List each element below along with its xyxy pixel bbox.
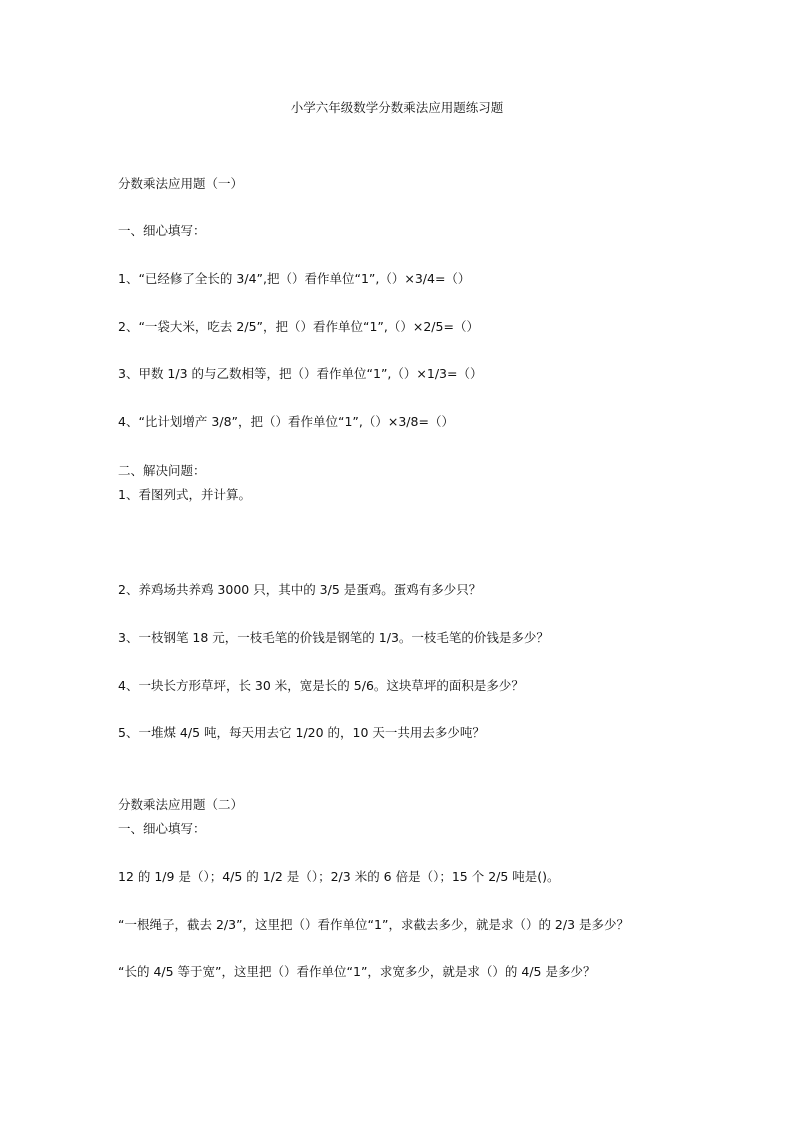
section1-problem-item: 3、一枝钢笔 18 元，一枝毛笔的价钱是钢笔的 1/3。一枝毛笔的价钱是多少？ (118, 630, 549, 645)
section1-problem-item: 4、一块长方形草坪，长 30 米，宽是长的 5/6。这块草坪的面积是多少？ (118, 678, 524, 693)
section1-fill-item: 3、甲数 1/3 的与乙数相等，把（）看作单位“1”,（）×1/3=（） (118, 366, 483, 381)
section1-fill-item: 4、“比计划增产 3/8”，把（）看作单位“1”,（）×3/8=（） (118, 414, 454, 429)
section2-heading: 分数乘法应用题（二） (118, 797, 244, 812)
section2-fill-item: “长的 4/5 等于宽”，这里把（）看作单位“1”，求宽多少，就是求（）的 4/5 是多少？ (118, 964, 596, 979)
document-title: 小学六年级数学分数乘法应用题练习题 (290, 100, 504, 115)
section1-part2-heading: 二、解决问题： (118, 463, 206, 478)
section1-heading: 分数乘法应用题（一） (118, 176, 244, 191)
section2-fill-item: 12 的 1/9 是（）；4/5 的 1/2 是（）；2/3 米的 6 倍是（）；15 个 2/5 吨是()。 (118, 869, 560, 884)
section1-fill-item: 2、“一袋大米，吃去 2/5”，把（）看作单位“1”,（）×2/5=（） (118, 319, 479, 334)
section1-part1-heading: 一、细心填写： (118, 223, 206, 238)
section1-fill-item: 1、“已经修了全长的 3/4”,把（）看作单位“1”,（）×3/4=（） (118, 271, 471, 286)
section2-fill-item: “一根绳子，截去 2/3”，这里把（）看作单位“1”，求截去多少，就是求（）的 2/3 是多少？ (118, 917, 630, 932)
section2-part1-heading: 一、细心填写： (118, 821, 206, 836)
section1-problem-item: 1、看图列式，并计算。 (118, 487, 251, 502)
section1-problem-item: 5、一堆煤 4/5 吨，每天用去它 1/20 的，10 天一共用去多少吨？ (118, 725, 485, 740)
section1-problem-item: 2、养鸡场共养鸡 3000 只，其中的 3/5 是蛋鸡。蛋鸡有多少只？ (118, 582, 482, 597)
